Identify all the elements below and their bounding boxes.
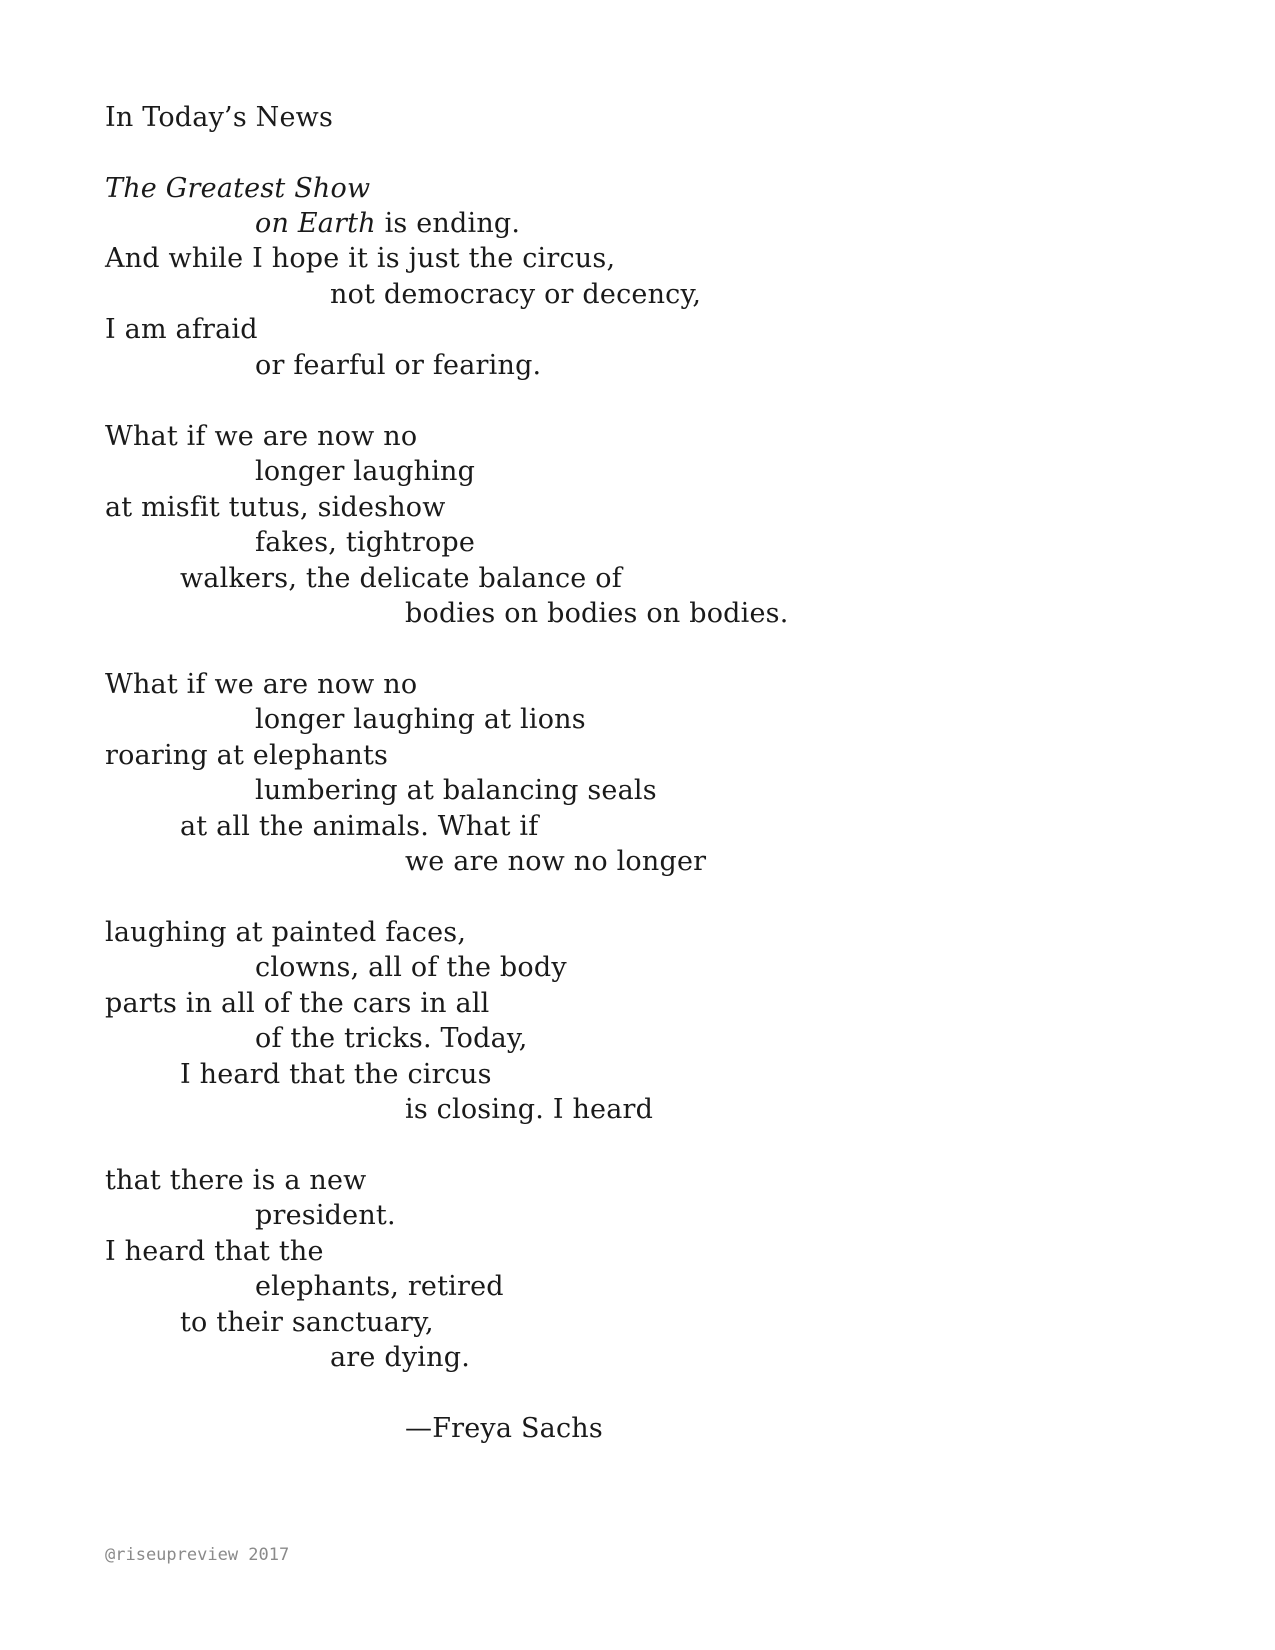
poem-line: fakes, tightrope bbox=[255, 527, 476, 558]
poem-line: are dying. bbox=[330, 1342, 470, 1373]
poem-line: roaring at elephants bbox=[105, 740, 389, 771]
poem-line: I heard that the bbox=[105, 1236, 324, 1267]
copyright-footer: @riseupreview 2017 bbox=[105, 1545, 290, 1565]
poem-line: I am afraid bbox=[105, 314, 258, 345]
poem-line: bodies on bodies on bodies. bbox=[405, 598, 789, 629]
poem-line bbox=[255, 206, 520, 242]
poem-line: parts in all of the cars in all bbox=[105, 988, 490, 1019]
poem-line: to their sanctuary, bbox=[180, 1307, 434, 1338]
poem-line: What if we are now no bbox=[105, 669, 418, 700]
poem-line: president. bbox=[255, 1200, 396, 1231]
line-text: is ending. bbox=[375, 208, 521, 239]
poem-title: In Today’s News bbox=[105, 102, 334, 133]
poem-line: we are now no longer bbox=[405, 846, 707, 877]
poem-line: I heard that the circus bbox=[180, 1059, 492, 1090]
poem-line: The Greatest Show bbox=[105, 173, 371, 204]
poem-line: of the tricks. Today, bbox=[255, 1023, 528, 1054]
poem-line: longer laughing at lions bbox=[255, 704, 586, 735]
poem-line: lumbering at balancing seals bbox=[255, 775, 657, 806]
poem-line: laughing at painted faces, bbox=[105, 917, 467, 948]
poem-line: that there is a new bbox=[105, 1165, 367, 1196]
poem-line: walkers, the delicate balance of bbox=[180, 563, 622, 594]
poem-line: is closing. I heard bbox=[405, 1094, 654, 1125]
author-attribution: —Freya Sachs bbox=[405, 1413, 603, 1444]
poem-line: clowns, all of the body bbox=[255, 952, 567, 983]
poem-line: And while I hope it is just the circus, bbox=[105, 243, 616, 274]
poem-line: not democracy or decency, bbox=[330, 279, 702, 310]
poem-line: elephants, retired bbox=[255, 1271, 504, 1302]
poem-line: longer laughing bbox=[255, 456, 476, 487]
poem-line: at all the animals. What if bbox=[180, 811, 539, 842]
poem-line: at misfit tutus, sideshow bbox=[105, 492, 446, 523]
poem-line: or fearful or fearing. bbox=[255, 350, 542, 381]
poem-line: What if we are now no bbox=[105, 421, 418, 452]
italic-text: on Earth bbox=[255, 208, 376, 239]
